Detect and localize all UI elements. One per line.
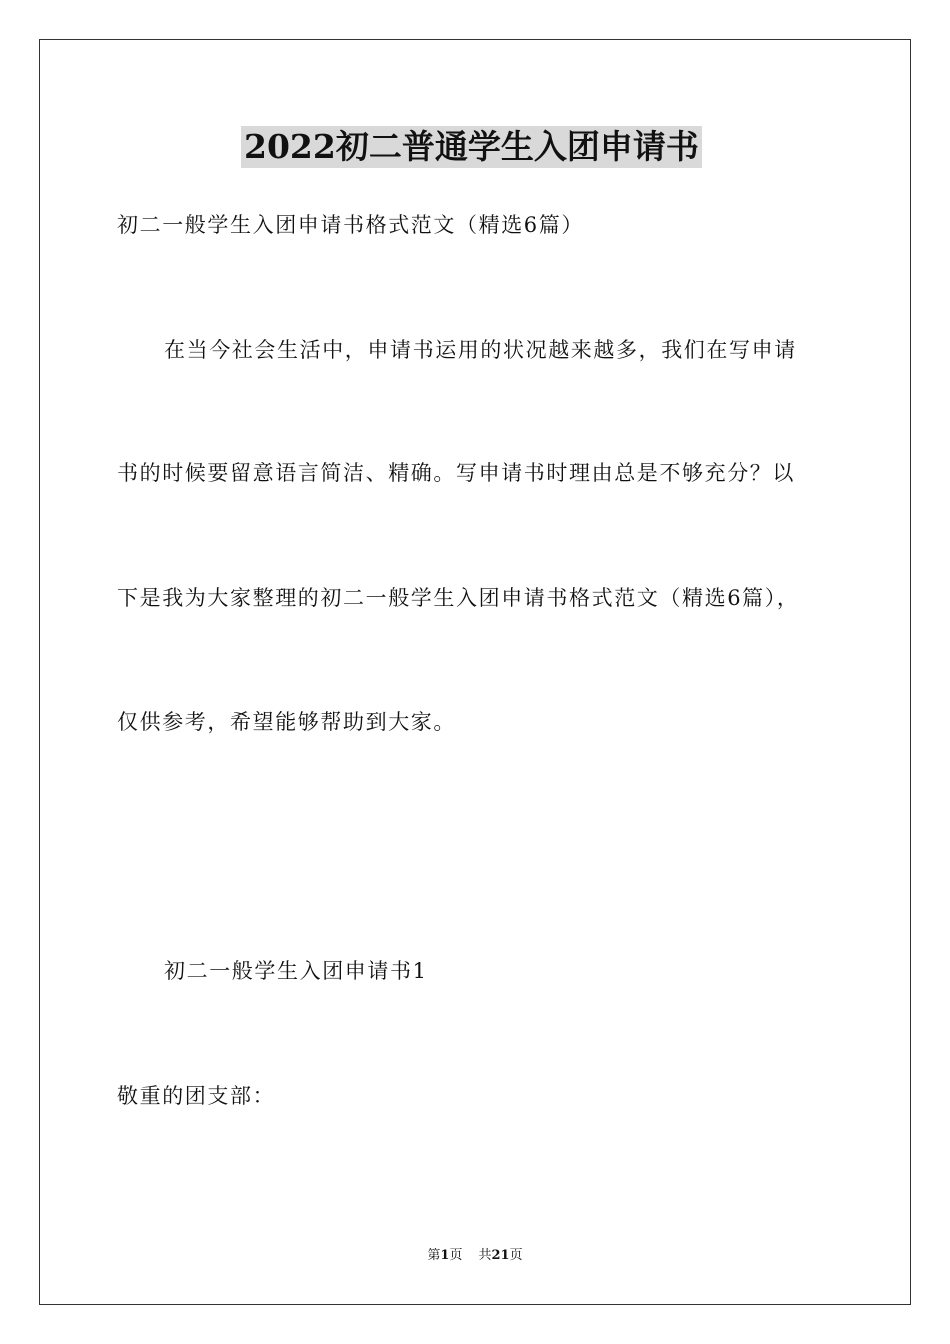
footer-total-prefix: 共 — [478, 1248, 492, 1263]
section-heading: 初二一般学生入团申请书1 — [164, 959, 428, 983]
footer-page-number: 1 — [440, 1248, 450, 1263]
footer-page-prefix: 第 — [427, 1248, 441, 1263]
intro-line-4: 仅供参考，希望能够帮助到大家。 — [117, 710, 456, 734]
intro-line-3: 下是我为大家整理的初二一般学生入团申请书格式范文（精选6篇）， — [117, 586, 800, 610]
page-footer — [0, 1247, 950, 1265]
footer-total-pages: 21 — [491, 1248, 510, 1263]
document-subtitle: 初二一般学生入团申请书格式范文（精选6篇） — [117, 213, 584, 237]
intro-line-1: 在当今社会生活中，申请书运用的状况越来越多，我们在写申请 — [164, 338, 797, 362]
footer-total-suffix: 页 — [509, 1248, 523, 1263]
footer-page-suffix: 页 — [449, 1248, 463, 1263]
salutation: 敬重的团支部： — [117, 1084, 276, 1108]
intro-line-2: 书的时候要留意语言简洁、精确。写申请书时理由总是不够充分？以 — [117, 461, 795, 485]
document-title: 2022初二普通学生入团申请书 — [241, 126, 702, 168]
